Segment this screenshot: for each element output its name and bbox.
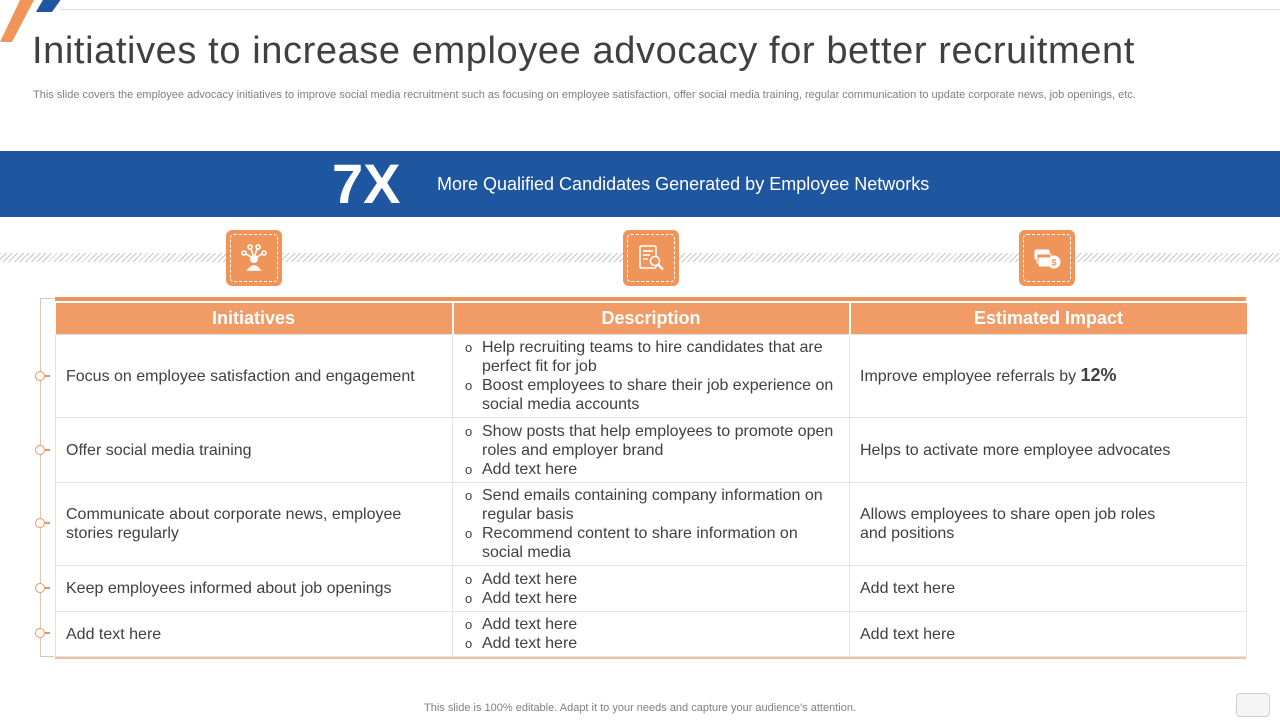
header-initiatives: Initiatives — [56, 303, 453, 335]
timeline-dot — [35, 371, 45, 381]
initiative-cell: Keep employees informed about job openings — [56, 566, 453, 612]
document-search-icon — [623, 230, 679, 286]
timeline-dot — [35, 518, 45, 528]
initiative-cell: Add text here — [56, 612, 453, 657]
description-bullet: o Show posts that help employees to promote open roles and employer brand — [465, 422, 837, 460]
description-bullet: o Add text here — [465, 570, 837, 589]
banner-stat: 7X — [332, 152, 401, 215]
table-row — [56, 418, 1247, 483]
initiative-cell: Communicate about corporate news, employee stories regularly — [56, 483, 453, 566]
initiative-cell: Offer social media training — [56, 418, 453, 483]
top-divider — [60, 9, 1280, 10]
employee-network-icon — [226, 230, 282, 286]
page-subtitle: This slide covers the employee advocacy initiatives to improve social media recruitment such as focusing on employee satisfaction, offer social media training, regular communication to update corporate news, job openings, etc. — [33, 89, 1136, 101]
footer-note: This slide is 100% editable. Adapt it to your needs and capture your audience's attention. — [424, 702, 856, 714]
impact-cell — [850, 335, 1247, 418]
stat-banner — [0, 151, 1280, 217]
impact-cell: Add text here — [850, 612, 1247, 657]
description-bullet: o Boost employees to share their job experience on social media accounts — [465, 376, 837, 414]
banner-text: More Qualified Candidates Generated by Employee Networks — [437, 174, 930, 194]
timeline-dot — [35, 583, 45, 593]
impact-cell: Allows employees to share open job roles and positions — [850, 483, 1247, 566]
table-header-row — [56, 303, 1247, 335]
description-bullet: o Add text here — [465, 589, 837, 608]
description-bullet: o Add text here — [465, 615, 837, 634]
initiatives-table — [55, 297, 1246, 659]
initiative-cell: Focus on employee satisfaction and engagement — [56, 335, 453, 418]
table-bottom-line — [55, 657, 1246, 659]
description-bullet: o Help recruiting teams to hire candidates that are perfect fit for job — [465, 338, 837, 376]
timeline-dot — [35, 445, 45, 455]
description-bullet: o Send emails containing company information on regular basis — [465, 486, 837, 524]
description-cell — [453, 483, 850, 566]
impact-cell: Add text here — [850, 566, 1247, 612]
table-row — [56, 483, 1247, 566]
description-cell — [453, 612, 850, 657]
svg-text:$: $ — [1051, 257, 1057, 268]
header-estimated-impact: Estimated Impact — [850, 303, 1247, 335]
page-title: Initiatives to increase employee advocacy for better recruitment — [32, 30, 1135, 72]
money-cash-icon — [1019, 230, 1075, 286]
slide-nav-widget[interactable] — [1236, 693, 1270, 717]
table-row — [56, 335, 1247, 418]
impact-text: Improve employee referrals by — [860, 368, 1081, 385]
description-bullet: o Recommend content to share information on social media — [465, 524, 837, 562]
table-row — [56, 566, 1247, 612]
timeline-line — [40, 298, 41, 656]
header-description: Description — [453, 303, 850, 335]
description-cell — [453, 566, 850, 612]
impact-value: 12% — [1080, 365, 1117, 385]
timeline-top-cap — [40, 298, 54, 299]
table-row — [56, 612, 1247, 657]
timeline-bottom-cap — [40, 656, 54, 657]
description-bullet: o Add text here — [465, 634, 837, 653]
description-bullet: o Add text here — [465, 460, 837, 479]
description-cell — [453, 418, 850, 483]
description-cell — [453, 335, 850, 418]
impact-cell: Helps to activate more employee advocates — [850, 418, 1247, 483]
table-top-bar — [55, 297, 1246, 301]
timeline-dot — [35, 628, 45, 638]
